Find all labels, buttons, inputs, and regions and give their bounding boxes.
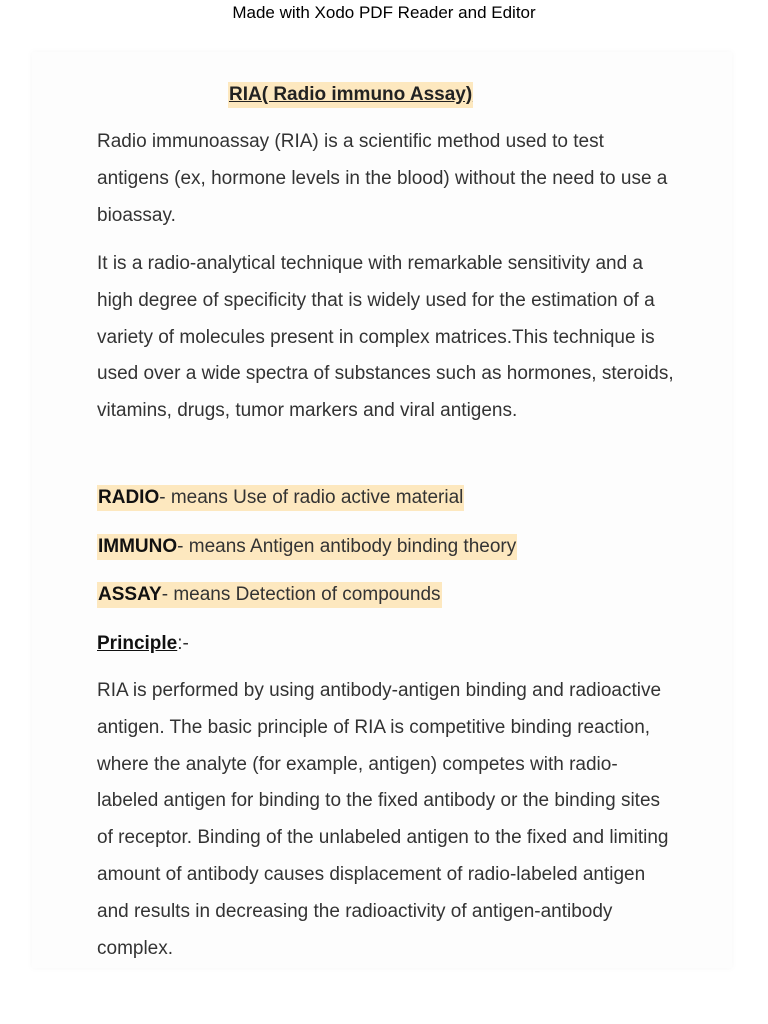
definition-immuno xyxy=(97,534,517,560)
definition-meaning: - means Antigen antibody binding theory xyxy=(177,536,517,557)
definition-term: ASSAY xyxy=(98,584,162,605)
definition-assay xyxy=(97,582,442,608)
paragraph-principle: RIA is performed by using antibody-antigen binding and radioactive antigen. The basic principle of RIA is competitive binding reaction, where the analyte (for example, antigen) competes with radio-labeled antigen for binding to the fixed antibody or the binding sites of receptor. Binding of the unlabeled antigen to the fixed and limiting amount of antibody causes displacement of radio-labeled antigen and results in decreasing the radioactivity of antigen-antibody complex. xyxy=(97,680,669,959)
principle-heading-label: Principle xyxy=(97,633,178,654)
definition-radio xyxy=(97,485,464,511)
definition-term: RADIO xyxy=(98,487,160,508)
definition-meaning: - means Detection of compounds xyxy=(161,584,441,605)
definition-meaning: - means Use of radio active material xyxy=(159,487,464,508)
paragraph-technique: It is a radio-analytical technique with remarkable sensitivity and a high degree of specificity that is widely used for the estimation of a variety of molecules present in complex matrices.This technique is used over a wide spectra of substances such as hormones, steroids, vitamins, drugs, tumor markers and viral antigens. xyxy=(97,253,674,422)
document-title: RIA( Radio immuno Assay) xyxy=(228,82,473,108)
principle-heading-suffix: :- xyxy=(177,633,189,654)
principle-heading xyxy=(97,631,189,657)
definition-term: IMMUNO xyxy=(98,536,178,557)
paragraph-intro: Radio immunoassay (RIA) is a scientific method used to test antigens (ex, hormone levels in the blood) without the need to use a bioassay. xyxy=(97,131,668,226)
xodo-watermark: Made with Xodo PDF Reader and Editor xyxy=(232,3,536,22)
